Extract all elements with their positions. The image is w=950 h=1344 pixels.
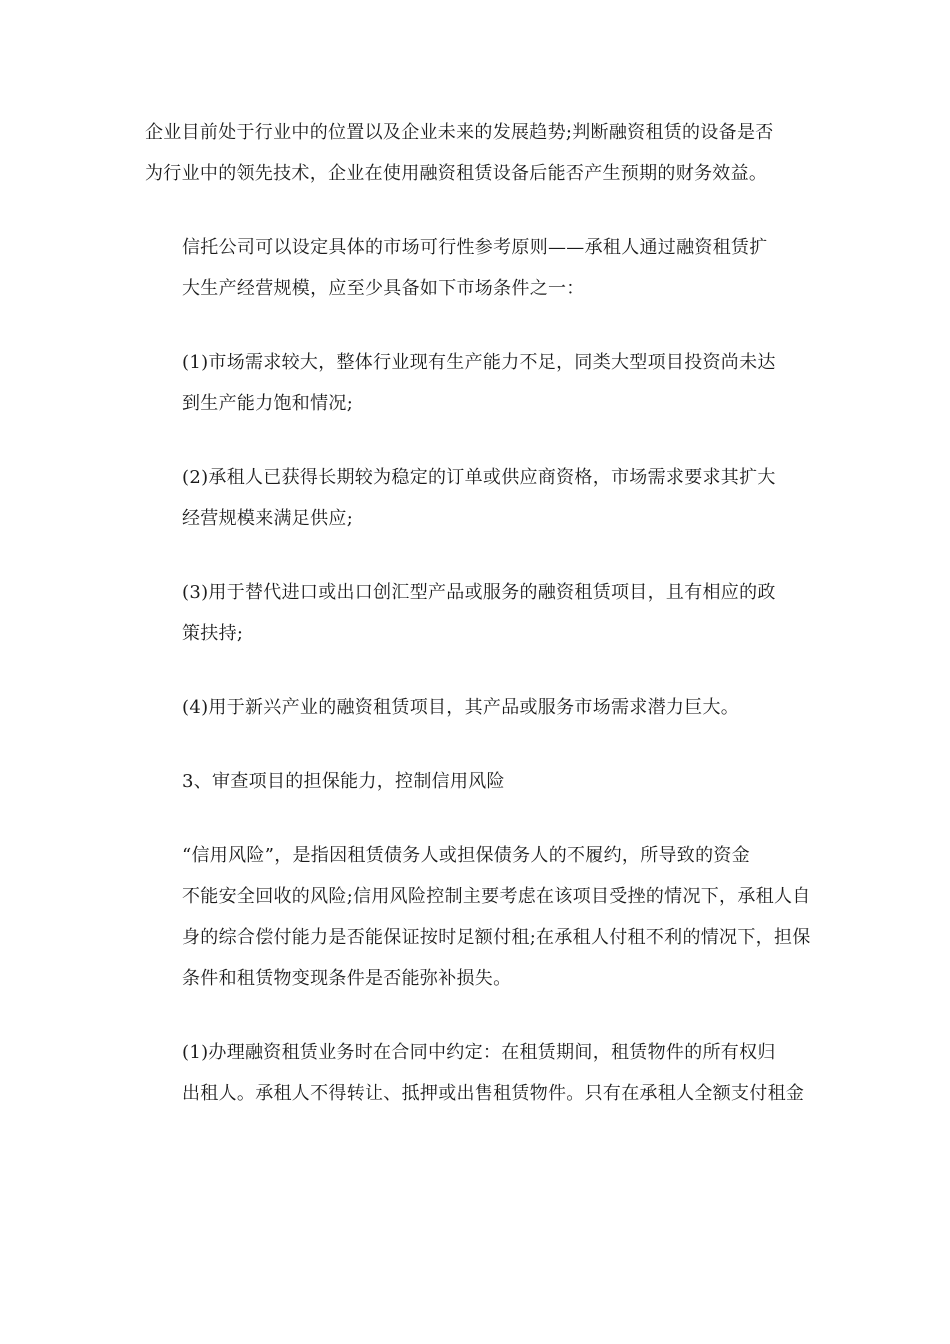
text-line: (1)市场需求较大，整体行业现有生产能力不足，同类大型项目投资尚未达 (182, 352, 776, 373)
text-line: 企业目前处于行业中的位置以及企业未来的发展趋势;判断融资租赁的设备是否 (145, 122, 774, 143)
text-line: 大生产经营规模，应至少具备如下市场条件之一： (182, 278, 585, 299)
text-line: (3)用于替代进口或出口创汇型产品或服务的融资租赁项目，且有相应的政 (182, 582, 776, 603)
text-line: 到生产能力饱和情况; (182, 393, 354, 414)
text-line: 条件和租赁物变现条件是否能弥补损失。 (182, 968, 512, 989)
text-line: 不能安全回收的风险;信用风险控制主要考虑在该项目受挫的情况下，承租人自 (182, 886, 811, 907)
section-heading (145, 761, 810, 802)
text-line: 信托公司可以设定具体的市场可行性参考原则——承租人通过融资租赁扩 (182, 237, 768, 258)
text-line: 策扶持; (182, 623, 244, 644)
text-line: 3、审查项目的担保能力，控制信用风险 (182, 771, 505, 792)
paragraph-2 (145, 227, 810, 309)
text-line: 出租人。承租人不得转让、抵押或出售租赁物件。只有在承租人全额支付租金 (182, 1083, 805, 1104)
text-line: (4)用于新兴产业的融资租赁项目，其产品或服务市场需求潜力巨大。 (182, 697, 740, 718)
text-line: (1)办理融资租赁业务时在合同中约定：在租赁期间，租赁物件的所有权归 (182, 1042, 776, 1063)
text-line: (2)承租人已获得长期较为稳定的订单或供应商资格，市场需求要求其扩大 (182, 467, 776, 488)
paragraph-6 (145, 687, 810, 728)
paragraph-9 (145, 1032, 810, 1114)
text-line: 为行业中的领先技术，企业在使用融资租赁设备后能否产生预期的财务效益。 (145, 163, 768, 184)
text-line: “信用风险”，是指因租赁债务人或担保债务人的不履约，所导致的资金 (182, 845, 751, 866)
paragraph-3 (145, 342, 810, 424)
paragraph-4 (145, 457, 810, 539)
text-line: 身的综合偿付能力是否能保证按时足额付租;在承租人付租不利的情况下，担保 (182, 927, 811, 948)
paragraph-8 (145, 835, 810, 999)
paragraph-1 (145, 112, 810, 194)
document-body (145, 112, 810, 1147)
text-line: 经营规模来满足供应; (182, 508, 354, 529)
paragraph-5 (145, 572, 810, 654)
